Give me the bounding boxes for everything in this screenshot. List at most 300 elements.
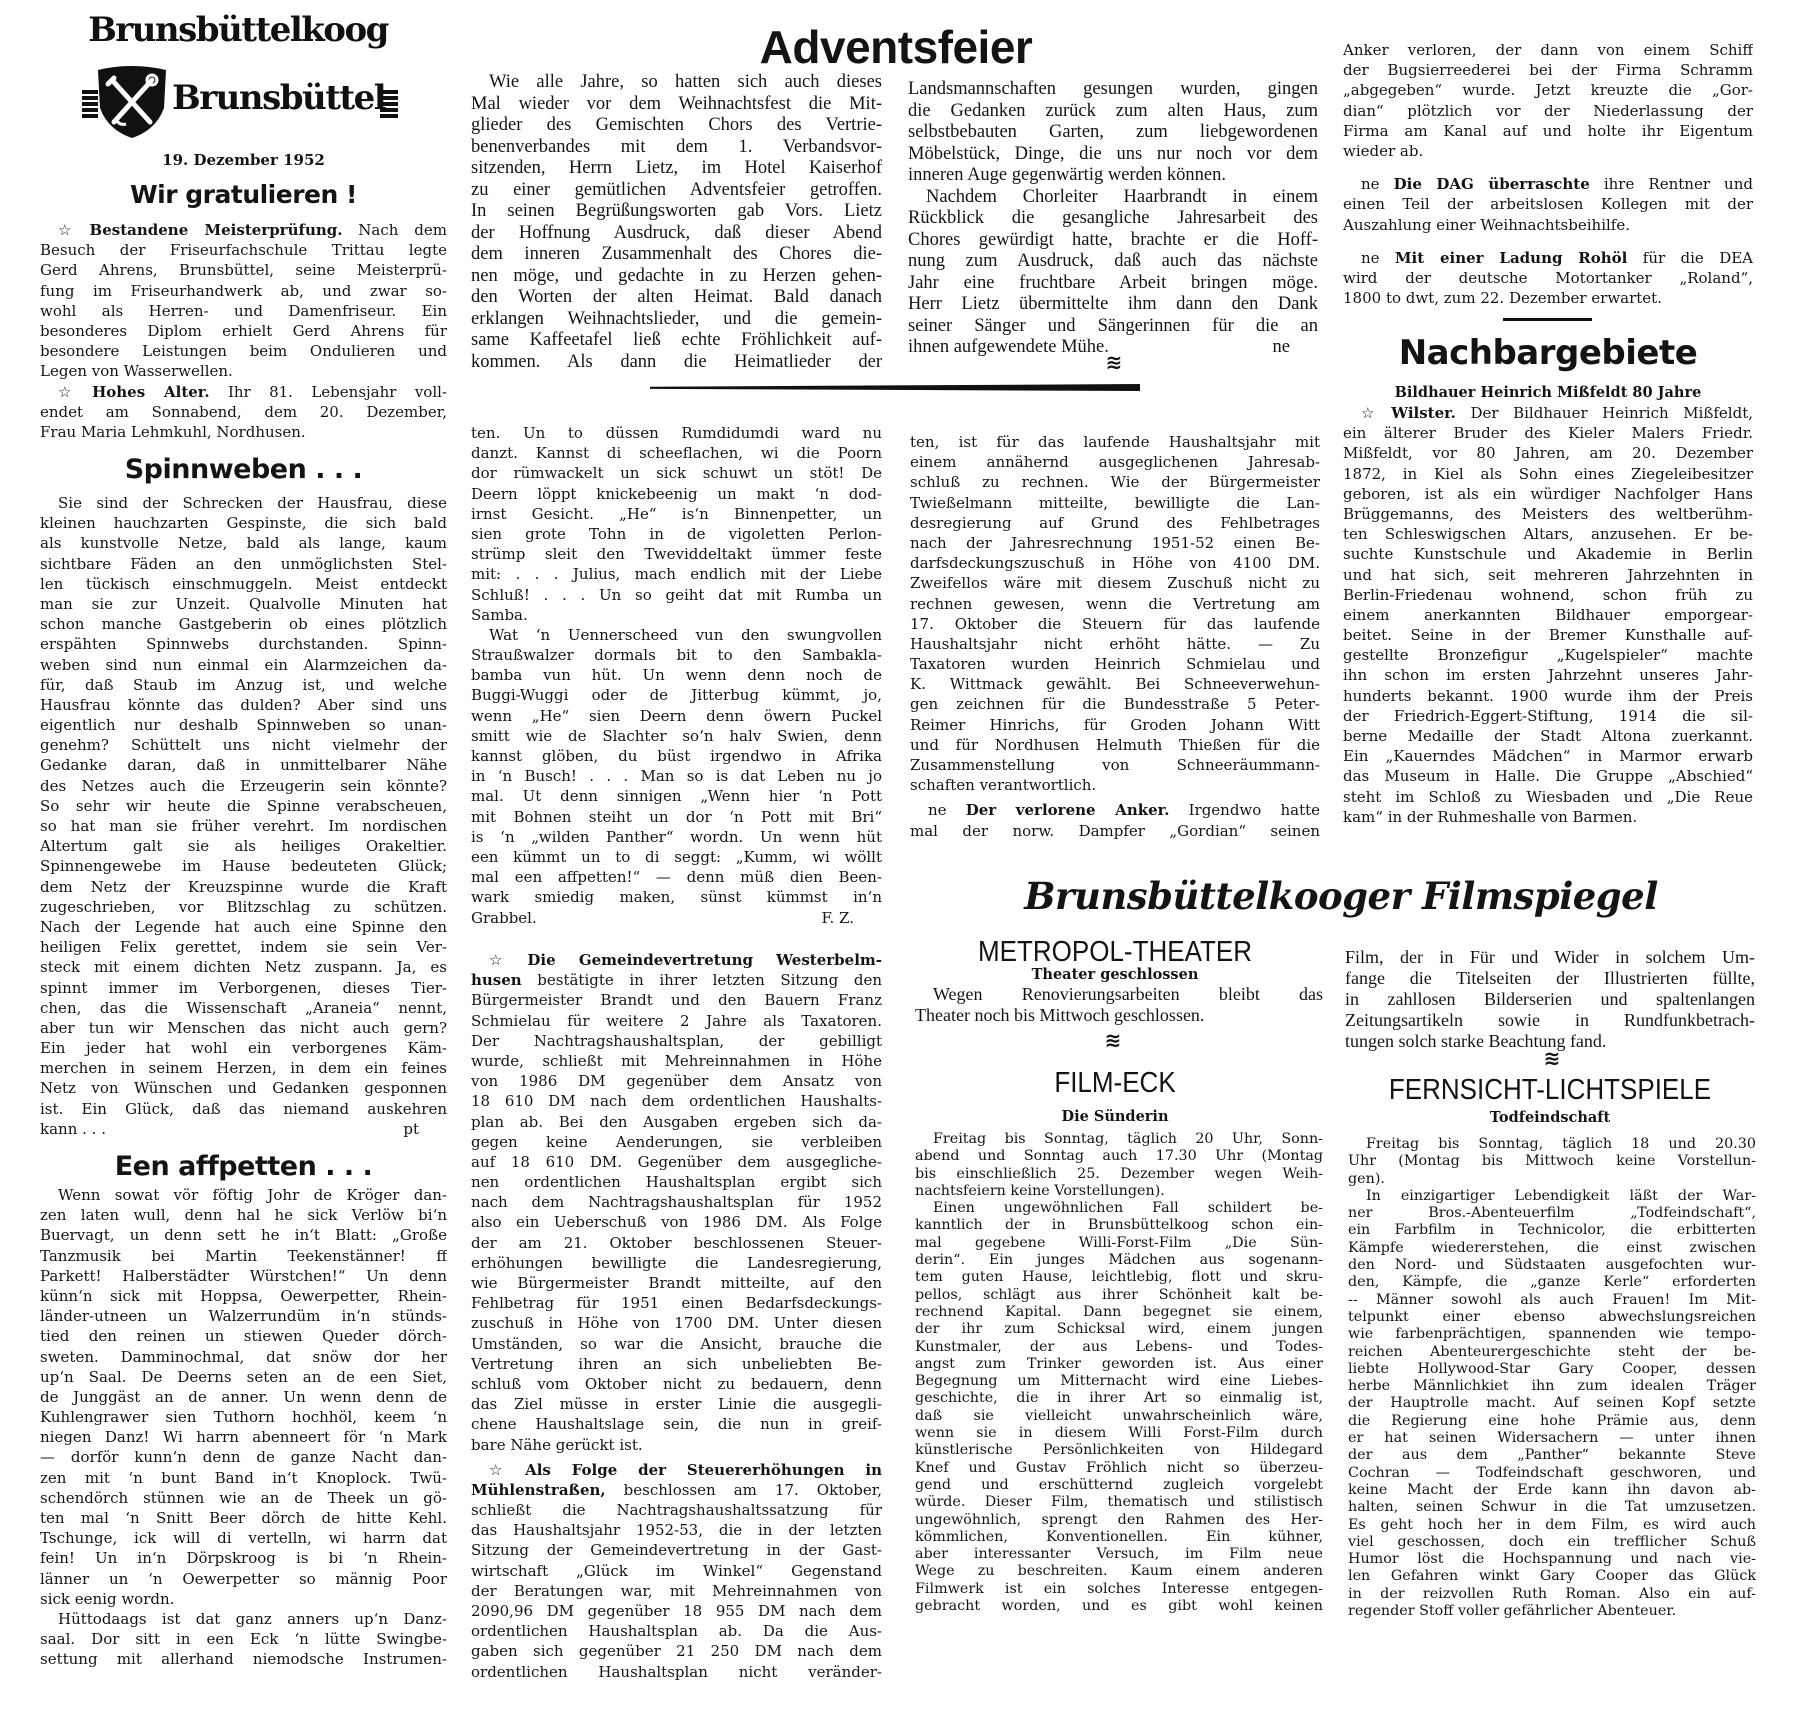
text-line (910, 674, 1320, 694)
line-text: In seinen Begrüßungsworten gab Vors. Lietz (471, 201, 882, 221)
text-line (1343, 423, 1753, 443)
line-text: Sie sind der Schrecken der Hausfrau, diese (58, 494, 447, 512)
text-line (1348, 1586, 1756, 1603)
line-text: nen ordentlichen Haushaltsplan ergibt sich (471, 1173, 882, 1192)
line-text: künn‘n sick mit Hoppsa, Oewerpetter, Rhein- (40, 1286, 447, 1305)
text-line (910, 432, 1320, 452)
text-line (471, 309, 882, 331)
text-line (1343, 585, 1753, 605)
line-text: gegen keine Aenderungen, sie verbleiben (471, 1132, 882, 1151)
text-line (908, 122, 1318, 144)
text-line (1343, 746, 1753, 766)
line-text: bamba vun hüt. Un wenn denn noch de (471, 666, 882, 685)
text-line (471, 887, 882, 907)
text-line (1348, 1499, 1756, 1516)
line-text: sitzenden, Herrn Lietz, im Hotel Kaiserhof (471, 158, 882, 178)
text-line (1348, 1171, 1756, 1188)
line-text: weben sind nun einmal ein Alarmzeichen da- (40, 655, 447, 674)
star-icon (489, 951, 527, 969)
line-text: wird der deutsche Motortanker „Roland“, (1343, 268, 1753, 287)
text-line (40, 917, 447, 937)
text-line (471, 1500, 882, 1520)
line-text: Begegnung um Mitternacht wird eine Liebes- (915, 1373, 1323, 1390)
article-een-affpetten (40, 1185, 447, 1670)
line-text: angst zum Trinker geworden ist. Aus einer (915, 1355, 1323, 1372)
text-line (1343, 665, 1753, 685)
line-text: een kümmt un to di seggt: „Kumm, wi wöllt (471, 847, 882, 866)
text-line (40, 1447, 447, 1467)
text-line (1345, 989, 1755, 1010)
text-line (1348, 1188, 1756, 1205)
line-text: ten. Un to düssen Rumdidumdi ward nu (471, 424, 882, 442)
line-text: gaben sich gegenüber 21 250 DM nach dem (471, 1642, 882, 1661)
text-line (471, 201, 882, 223)
line-text: tied den reinen un stiewen Queder dörch- (40, 1327, 447, 1346)
line-text: saal. Dor sitt in een Eck ‘n lütte Swingbe- (40, 1630, 447, 1649)
text-line (908, 294, 1318, 316)
line-text: Vertretung ihren an sich unbeliebten Be- (471, 1354, 882, 1373)
line-text: Firma am Kanal auf und holte ihr Eigentum (1343, 121, 1753, 140)
line-text: Fehlbetrag für 1951 einen Bedarfsdeckungs- (471, 1294, 882, 1313)
line-text: plan ab. Bei den Ausgaben ergeben sich da- (471, 1112, 882, 1131)
line-text: Wege zu beschreiten. Kaum einem anderen (915, 1563, 1323, 1580)
heading-nachbargebiete: Nachbargebiete (1398, 333, 1698, 373)
text-line (1343, 807, 1753, 827)
line-text: Zusammenstellung von Schneeräummann- (910, 756, 1320, 774)
line-text: beitet. Seine in der Bremer Kunsthalle auf- (1343, 626, 1753, 645)
line-text: wirtschaft „Glück im Winkel“ Gegenstand (471, 1561, 882, 1580)
line-text: mal een affpetten!“ — denn müß dien Been- (471, 868, 882, 887)
text-line (40, 1058, 447, 1078)
line-text: erklangen Weihnachtslieder, und die gemein- (471, 308, 882, 329)
text-line (471, 1374, 882, 1394)
line-text: also ein Ueberschuß von 1986 DM. Als Folge (471, 1213, 882, 1232)
line-text: ner Bros.-Abenteuerfilm „Todfeindschaft“, (1348, 1205, 1756, 1222)
line-text: Deern löppt knickebeenig un makt ‘n dod- (471, 484, 882, 503)
text-line (40, 260, 447, 280)
line-text: aber tun wir Menschen das nicht auch gern? (40, 1018, 447, 1037)
text-line (40, 1387, 447, 1407)
text-line (1343, 248, 1753, 268)
text-line (910, 573, 1320, 593)
line-text: Der Nachtragshaushaltsplan, der gebilligt (471, 1031, 882, 1050)
line-text: same Kaffeetafel ließ echte Fröhlichkeit auf- (471, 330, 882, 350)
line-text: besondere Leistungen beim Ondulieren und (40, 342, 447, 361)
text-line (40, 1119, 447, 1139)
line-text: In einzigartiger Lebendigkeit läßt der War- (1366, 1187, 1756, 1204)
text-line (471, 1273, 882, 1293)
line-text: Filmwerk ist ein solches Interesse entgegen- (915, 1580, 1323, 1597)
line-text: ein älterer Bruder des Kieler Malers Friedr. (1343, 424, 1753, 443)
text-line (40, 240, 447, 260)
article-muehlenstrassen-continued (910, 432, 1320, 841)
text-line (471, 544, 882, 564)
line-text: besonderes Diplom erhielt Gerd Ahrens für (40, 321, 447, 340)
text-line (1348, 1430, 1756, 1447)
line-text: darfsdeckungszuschuß in Höhe von 4100 DM. (910, 554, 1320, 573)
line-text: Buggi-Wuggi oder de Jitterbug kümmt, jo, (471, 686, 882, 705)
line-text: geschichte, die in ihrer Art so einmalig ist, (915, 1390, 1323, 1407)
subheading-missfeldt: Bildhauer Heinrich Mißfeldt 80 Jahre (1394, 384, 1702, 401)
line-text: berne Medaille der Stadt Altona zuerkannt. (1343, 727, 1753, 745)
line-text: Mal wieder vor dem Weihnachtsfest die Mit- (471, 93, 882, 114)
line-text: nung zum Ausdruck, daß auch das nächste (908, 251, 1318, 271)
text-line (1348, 1551, 1756, 1568)
text-line (1348, 1517, 1756, 1534)
text-line (915, 1287, 1323, 1304)
text-line (471, 1293, 882, 1313)
line-text: Straußwalzer dormals bit to den Sambakla- (471, 646, 882, 665)
article-spinnweben (40, 493, 447, 1139)
text-line (471, 1112, 882, 1132)
line-text: Besuch der Friseurfachschule Trittau legte (40, 241, 447, 260)
line-text: Frau Maria Lehmkuhl, Nordhusen. (40, 422, 306, 441)
line-text: einem annähernd ausgeglichenen Jahresab- (910, 453, 1320, 472)
author-signature: F. Z. (821, 908, 854, 927)
text-line (915, 1529, 1323, 1546)
line-text: selbstbebauten Garten, zum liebgewordenen (908, 122, 1318, 142)
line-text: is ‘n „wilden Panther“ wordn. Un wenn hüt (471, 827, 882, 846)
line-text: der Beratungen war, mit Mehreinnahmen von (471, 1581, 882, 1600)
text-line (40, 1018, 447, 1038)
line-text: zuschuß in Höhe von 1700 DM. Unter diesen (471, 1314, 882, 1333)
line-text: herbe Männlichkiet ihn zum idealen Träger (1348, 1378, 1756, 1395)
text-line (471, 1435, 882, 1455)
text-line (910, 614, 1320, 634)
line-text: dem Netz der Kreuzspinne wurde die Kraft (40, 877, 447, 896)
text-line (910, 513, 1320, 533)
text-line (40, 957, 447, 977)
line-text: Knef und Gustav Fröhlich nicht so überzeu- (915, 1459, 1323, 1476)
paragraph (1348, 1136, 1756, 1188)
lead-in: Wilster. (1391, 404, 1456, 422)
line-text: 1872, in Kiel als Sohn eines Ziegeleibesitzer (1343, 464, 1753, 483)
text-line (910, 755, 1320, 775)
line-text: Auszahlung einer Weihnachtsbeihilfe. (1343, 215, 1630, 234)
text-line (1343, 484, 1753, 504)
line-text: pellos, schlägt aus ihrer Schönheit kalt be- (915, 1286, 1323, 1303)
line-text: sichtbare Fäden an den unmöglichsten Stel- (40, 554, 447, 573)
line-text: Altertum galt sie als heiliges Orakeltier. (40, 837, 447, 856)
line-text: Uhr (Montag bis Mittwoch keine Vorstellun- (1348, 1153, 1756, 1170)
line-text: schendörch stünnen wie an de Theek un gö- (40, 1488, 447, 1507)
line-text: Freitag bis Sonntag, täglich 20 Uhr, Sonn- (933, 1131, 1323, 1147)
line-text: keine Macht der Erde kann ihn davon ab- (1348, 1481, 1756, 1498)
line-text: zen mit ‘n bunt Band in‘t Knoplock. Twü- (40, 1468, 447, 1487)
line-text: der Hoffnung Ausdruck, daß dieser Abend (471, 222, 882, 243)
line-text: 2090,96 DM gegenüber 18 955 DM nach dem (471, 1602, 882, 1620)
text-line (40, 402, 447, 422)
text-line (40, 715, 447, 735)
line-text: sick eenig wordn. (40, 1589, 175, 1608)
text-line (40, 321, 447, 341)
paragraph (471, 625, 882, 928)
text-line (471, 605, 882, 625)
line-text: Wat ‘n Uennerscheed vun den swungvollen (489, 625, 882, 644)
paragraph (471, 423, 882, 625)
text-line (1343, 174, 1753, 194)
line-text: mit Bohnen steiht un dor ‘n Pott mit Bri“ (471, 807, 882, 826)
paragraph (471, 950, 882, 1455)
text-line (471, 786, 882, 806)
line-text: inneren Auge gegenwärtig werden können. (908, 165, 1226, 185)
line-text: kömmlichen, Konventionellen. Ein kühner, (915, 1528, 1323, 1545)
line-text: Reimer Hinrichs, für Groden Johann Witt (910, 715, 1320, 734)
line-text: Haushaltsjahr nicht erhöht hätte. — Zu (910, 634, 1320, 653)
line-text: Gedanke daran, daß in unmittelbarer Nähe (40, 756, 447, 775)
article-anker-continued (1343, 40, 1753, 308)
line-text: der Hauptrolle macht. Auf seinen Kopf setzte (1348, 1395, 1756, 1412)
text-line (471, 1662, 882, 1682)
line-text: als kunstvolle Netze, bald als lange, kaum (40, 534, 447, 553)
text-line (40, 1649, 447, 1669)
text-line (1348, 1222, 1756, 1239)
line-text: Wie alle Jahre, so hatten sich auch dieses (489, 72, 882, 92)
text-line (471, 1641, 882, 1661)
line-text: kann . . . (40, 1119, 106, 1138)
text-line (1343, 544, 1753, 564)
paragraph (910, 432, 1320, 795)
line-text: spinnt immer im Verborgenen, dieses Tier- (40, 978, 447, 997)
text-line (915, 1390, 1323, 1407)
film-title-todfeindschaft: Todfeindschaft (1489, 1109, 1611, 1126)
text-line (1343, 686, 1753, 706)
line-text: viel geschossen, doch ein trefflicher Schuß (1348, 1533, 1756, 1550)
line-text: Buervagt, un denn sett he in‘t Blatt: „Große (40, 1226, 447, 1245)
line-text: man sie zur Unzeit. Qualvolle Minuten hat (40, 594, 447, 613)
text-line (1348, 1447, 1756, 1464)
line-text: den, Kämpfe, die „ganze Kerle“ erforderten (1348, 1274, 1756, 1291)
line-text: ordentlichen Haushaltsplan ab. Da die Aus- (471, 1622, 882, 1641)
line-text: bestätigte in ihrer letzten Sitzung den (521, 971, 882, 990)
line-text: sweten. Damminochmal, dat snöw dor her (40, 1347, 447, 1366)
line-text: Jahr eine fruchtbare Arbeit bringen möge. (908, 272, 1318, 293)
paragraph (915, 984, 1323, 1026)
line-text: der Bugsierreederei bei der Firma Schramm (1343, 61, 1753, 80)
text-line (910, 472, 1320, 492)
text-line (471, 115, 882, 137)
theater-subtitle-metropol: Theater geschlossen (1031, 966, 1199, 983)
line-text: ihnen aufgewendete Mühe. (908, 337, 1109, 357)
text-line (915, 1304, 1323, 1321)
line-text: ordentlichen Haushaltsplan nicht veränder- (471, 1662, 882, 1681)
line-text: wenn sie in diesem Willi Forst-Film durch (915, 1425, 1323, 1442)
text-line (471, 504, 882, 524)
text-line (908, 251, 1318, 273)
text-line (915, 1373, 1323, 1390)
line-text: Einen ungewöhnlichen Fall schildert be- (933, 1200, 1323, 1217)
text-line (40, 422, 447, 442)
text-line (40, 614, 447, 634)
lead-in: Hohes Alter. (92, 382, 210, 401)
text-line (471, 1354, 882, 1374)
line-text: Parkett! Halberstädter Würstchen!“ Un denn (40, 1266, 447, 1285)
line-text: Samba. (471, 605, 528, 624)
line-text: das Museum in Halle. Die Gruppe „Abschied“ (1343, 767, 1753, 786)
line-text: beschlossen am 17. Oktober, (605, 1480, 882, 1499)
paragraph (40, 382, 447, 443)
text-line (915, 1356, 1323, 1373)
line-text: ist. Ein Glück, daß das niemand auskehren (40, 1099, 447, 1118)
text-line (1343, 215, 1753, 235)
article-adventsfeier-part1 (471, 72, 882, 373)
line-text: len Gefahren winkt Gary Cooper das Glück (1348, 1568, 1756, 1585)
line-text: niegen Danz! Wi harrn abenneert för ‘n Mark (40, 1428, 447, 1447)
text-line (40, 533, 447, 553)
paragraph (471, 1460, 882, 1682)
article-missfeldt (1343, 403, 1753, 827)
text-line (1345, 947, 1755, 968)
text-line (471, 1212, 882, 1232)
text-line (1348, 1257, 1756, 1274)
masthead-title: Brunsbüttelkoog (88, 10, 388, 50)
coat-of-arms-icon (94, 64, 170, 140)
paragraph (471, 72, 882, 373)
line-text: — dorför kunn‘n denn de ganze Nacht dan- (40, 1448, 447, 1467)
text-line (40, 493, 447, 513)
line-text: einem anerkannten Bildhauer emporgear- (1343, 605, 1753, 624)
line-text: steck mit einem dichten Netz zuspann. Ja, es (40, 958, 447, 977)
fernsicht-review (1348, 1136, 1756, 1620)
text-line (915, 1339, 1323, 1356)
text-line (1343, 403, 1753, 423)
text-line (40, 301, 447, 321)
line-text: dian“ plötzlich vor der Niederlassung der (1343, 101, 1753, 120)
line-text: benenverbandes mit dem 1. Verbandsvor- (471, 136, 882, 157)
text-line (40, 877, 447, 897)
text-line (915, 984, 1323, 1005)
author-initials: ne (928, 801, 966, 820)
line-text: Chores gewürdigt hatte, brachte er die Hoff- (908, 229, 1318, 250)
masthead-town: Brunsbüttel (172, 78, 386, 118)
line-text: 1800 to dwt, zum 22. Dezember erwartet. (1343, 289, 1662, 308)
line-text: Zweifellos wäre mit diesem Zuschuß nicht zu (910, 574, 1320, 593)
text-line (40, 1225, 447, 1245)
text-line (471, 726, 882, 746)
text-line (1348, 1361, 1756, 1378)
author-initials: ne (1361, 248, 1395, 267)
text-line (471, 244, 882, 266)
line-text: Hüttodaags ist dat ganz anners up‘n Danz- (58, 1609, 447, 1628)
text-line (1343, 464, 1753, 484)
text-line (40, 361, 447, 381)
line-text: Landsmannschaften gesungen wurden, gingen (908, 79, 1318, 99)
text-line (1343, 787, 1753, 807)
text-line (908, 208, 1318, 230)
text-line (471, 746, 882, 766)
text-line (40, 1347, 447, 1367)
line-text: Anker verloren, der dann von einem Schiff (1343, 41, 1753, 59)
text-line (471, 1192, 882, 1212)
text-line (1343, 268, 1753, 288)
text-line (915, 1269, 1323, 1286)
line-text: nach der Jahresrechnung 1951-52 einen Be- (910, 533, 1320, 552)
text-line (40, 998, 447, 1018)
line-text: regender Stoff voller gefährlicher Abenteuer. (1348, 1603, 1677, 1620)
text-line (471, 1031, 882, 1051)
text-line (40, 1205, 447, 1225)
paragraph (910, 800, 1320, 840)
film-title-die-suenderin: Die Sünderin (1061, 1108, 1169, 1125)
text-line (915, 1512, 1323, 1529)
line-text: strümp sleit den Tweviddeltakt ümmer feste (471, 545, 882, 564)
text-line (471, 1581, 882, 1601)
line-text: in der reizvollen Ruth Roman. Also ein auf- (1348, 1585, 1756, 1602)
text-line (1343, 288, 1753, 308)
text-line (1343, 194, 1753, 214)
text-line (40, 1528, 447, 1548)
line-text: mal der norw. Dampfer „Gordian“ seinen (910, 821, 1320, 840)
text-line (471, 1132, 882, 1152)
line-text: aber interessanter Versuch, im Film neue (915, 1546, 1323, 1563)
wavy-divider-icon (1094, 352, 1134, 372)
text-line (471, 827, 882, 847)
line-text: Schmielau für weitere 2 Jahre als Taxatoren. (471, 1011, 882, 1030)
text-line (915, 1131, 1323, 1148)
text-line (908, 273, 1318, 295)
line-text: rechnend Kapital. Dann begegnet sie einem, (915, 1303, 1323, 1320)
text-line (471, 685, 882, 705)
text-line (471, 1152, 882, 1172)
text-line (471, 847, 882, 867)
wavy-divider-icon (1093, 1030, 1133, 1050)
line-text: desregierung auf Grund des Fehlbetrages (910, 513, 1320, 532)
line-text: daß sie vielleicht unwahrscheinlich wäre, (915, 1407, 1323, 1424)
text-line (471, 330, 882, 352)
lead-in: Die Gemeindevertretung Westerbelm- (527, 951, 882, 969)
line-text: künstlerische Persönlichkeiten von Hildegard (915, 1442, 1323, 1459)
text-line (471, 1621, 882, 1641)
line-text: tem guten Hause, leichtlebig, flott und skru- (915, 1269, 1323, 1286)
star-icon (1361, 404, 1391, 422)
line-text: K. Wittmack gewählt. Bei Schneeverwehun- (910, 675, 1320, 694)
star-icon (58, 383, 92, 401)
text-line (915, 1425, 1323, 1442)
text-line (40, 634, 447, 654)
article-een-affpetten-continued (471, 423, 882, 928)
paragraph (40, 493, 447, 1139)
text-line (471, 706, 882, 726)
text-line (40, 755, 447, 775)
text-line (40, 735, 447, 755)
text-line (471, 72, 882, 94)
text-line (1343, 706, 1753, 726)
line-text: Hausfrau könnte das dulden? Aber sind uns (40, 695, 447, 714)
line-text: Kämpfe wiedererstehen, die einst zwischen (1348, 1239, 1756, 1256)
line-text: Legen von Wasserwellen. (40, 362, 233, 381)
text-line (471, 1414, 882, 1434)
text-line (1343, 645, 1753, 665)
line-text: chene Haushaltslage sein, die nun in greif- (471, 1415, 882, 1434)
line-text: Wegen Renovierungsarbeiten bleibt das (933, 984, 1323, 1004)
line-text: Gerd Ahrens, Brunsbüttel, seine Meisterprü- (40, 261, 447, 280)
text-line (1343, 766, 1753, 786)
lead-in: Bestandene Meisterprüfung. (89, 221, 343, 239)
line-text: von 1986 DM gegenüber dem Ansatz von (471, 1072, 882, 1091)
line-text: suchte Kunstschule und Akademie in Berlin (1343, 545, 1753, 564)
text-line (471, 266, 882, 288)
text-line (40, 978, 447, 998)
line-text: er hat seinen Widersachern — unter ihnen (1348, 1430, 1756, 1447)
line-text: ten, ist für das laufende Haushaltsjahr mit (910, 433, 1320, 451)
line-text: Taxatoren wurden Heinrich Schmielau und (910, 655, 1320, 674)
line-text: dem inneren Zusammenhalt des Chores die- (471, 244, 882, 264)
line-text: Bürgermeister Brandt und den Bauern Franz (471, 991, 882, 1010)
line-text: länder-utneen un Walzerrundüm in‘n stünds- (40, 1307, 447, 1326)
line-text: Film, der in Für und Wider in solchem Um- (1345, 947, 1755, 967)
line-text: Es geht hoch her in dem Film, es wird auch (1348, 1516, 1756, 1533)
text-line (471, 970, 882, 990)
